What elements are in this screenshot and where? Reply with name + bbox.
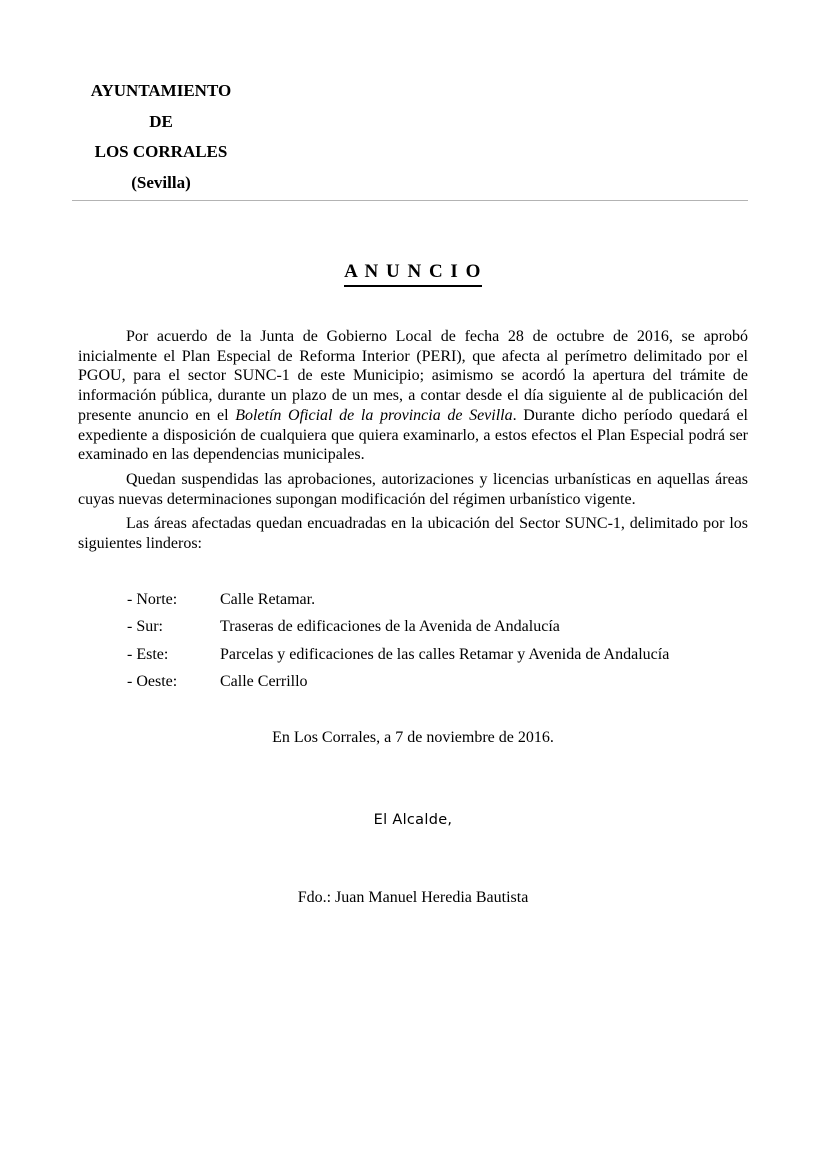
- paragraph-boundaries-intro: Las áreas afectadas quedan encuadradas en la ubicación del Sector SUNC-1, delimitado por los siguientes linderos:: [78, 515, 748, 553]
- letterhead-divider: [72, 200, 748, 201]
- paragraph-approval-text-start: Por acuerdo de la Junta de Gobierno Local de fecha 28 de octubre de 2016, se aprobó inicialmente el Plan Especial de Reforma Interior (PERI), que afecta al perímetro delimitado por el PGOU, para el sector SUNC-1 de este Municipio; asimismo se acordó la apertura del trámite de información pública, durante un plazo de un mes, a contar desde el día siguiente al de publicación del presente anuncio en el: [78, 328, 748, 424]
- signer-title: El Alcalde,: [373, 812, 453, 829]
- paragraph-approval: [78, 327, 748, 465]
- letterhead-line-los-corrales: LOS CORRALES: [94, 142, 228, 161]
- letterhead: [78, 0, 244, 198]
- boundary-value: Calle Retamar.: [220, 590, 316, 608]
- letterhead-line-ayuntamiento: AYUNTAMIENTO: [90, 81, 232, 100]
- boundary-label: - Este:: [127, 645, 169, 663]
- paragraph-approval-text-end: . Durante dicho período quedará el expediente a disposición de cualquiera que quiera examinarlo, a estos efectos el Plan Especial podrá ser examinado en las dependencias municipales.: [78, 406, 748, 464]
- boundary-value: Calle Cerrillo: [220, 672, 308, 690]
- letterhead-line-sevilla: (Sevilla): [131, 172, 191, 192]
- boundary-label: - Norte:: [127, 590, 178, 608]
- document-title-text: A N U N C I O: [344, 261, 482, 287]
- boundary-row-este: [78, 641, 748, 668]
- dateline: En Los Corrales, a 7 de noviembre de 2016.: [272, 729, 554, 747]
- signature-name: Fdo.: Juan Manuel Heredia Bautista: [297, 889, 529, 907]
- boundary-value: Traseras de edificaciones de la Avenida de Andalucía: [220, 618, 560, 636]
- boundary-row-sur: [78, 613, 748, 640]
- letterhead-line-de: DE: [149, 111, 173, 131]
- boundary-value: Parcelas y edificaciones de las calles Retamar y Avenida de Andalucía: [220, 645, 670, 663]
- bulletin-title-italic: Boletín Oficial de la provincia de Sevilla: [235, 406, 513, 424]
- boundary-row-oeste: [78, 668, 748, 695]
- boundary-row-norte: [78, 586, 748, 613]
- document-title: [78, 261, 748, 283]
- paragraph-suspension: Quedan suspendidas las aprobaciones, autorizaciones y licencias urbanísticas en aquellas áreas cuyas nuevas determinaciones supongan modificación del régimen urbanístico vigente.: [78, 470, 748, 508]
- boundary-label: - Oeste:: [127, 672, 178, 690]
- boundary-list: [78, 586, 748, 696]
- boundary-label: - Sur:: [127, 618, 163, 636]
